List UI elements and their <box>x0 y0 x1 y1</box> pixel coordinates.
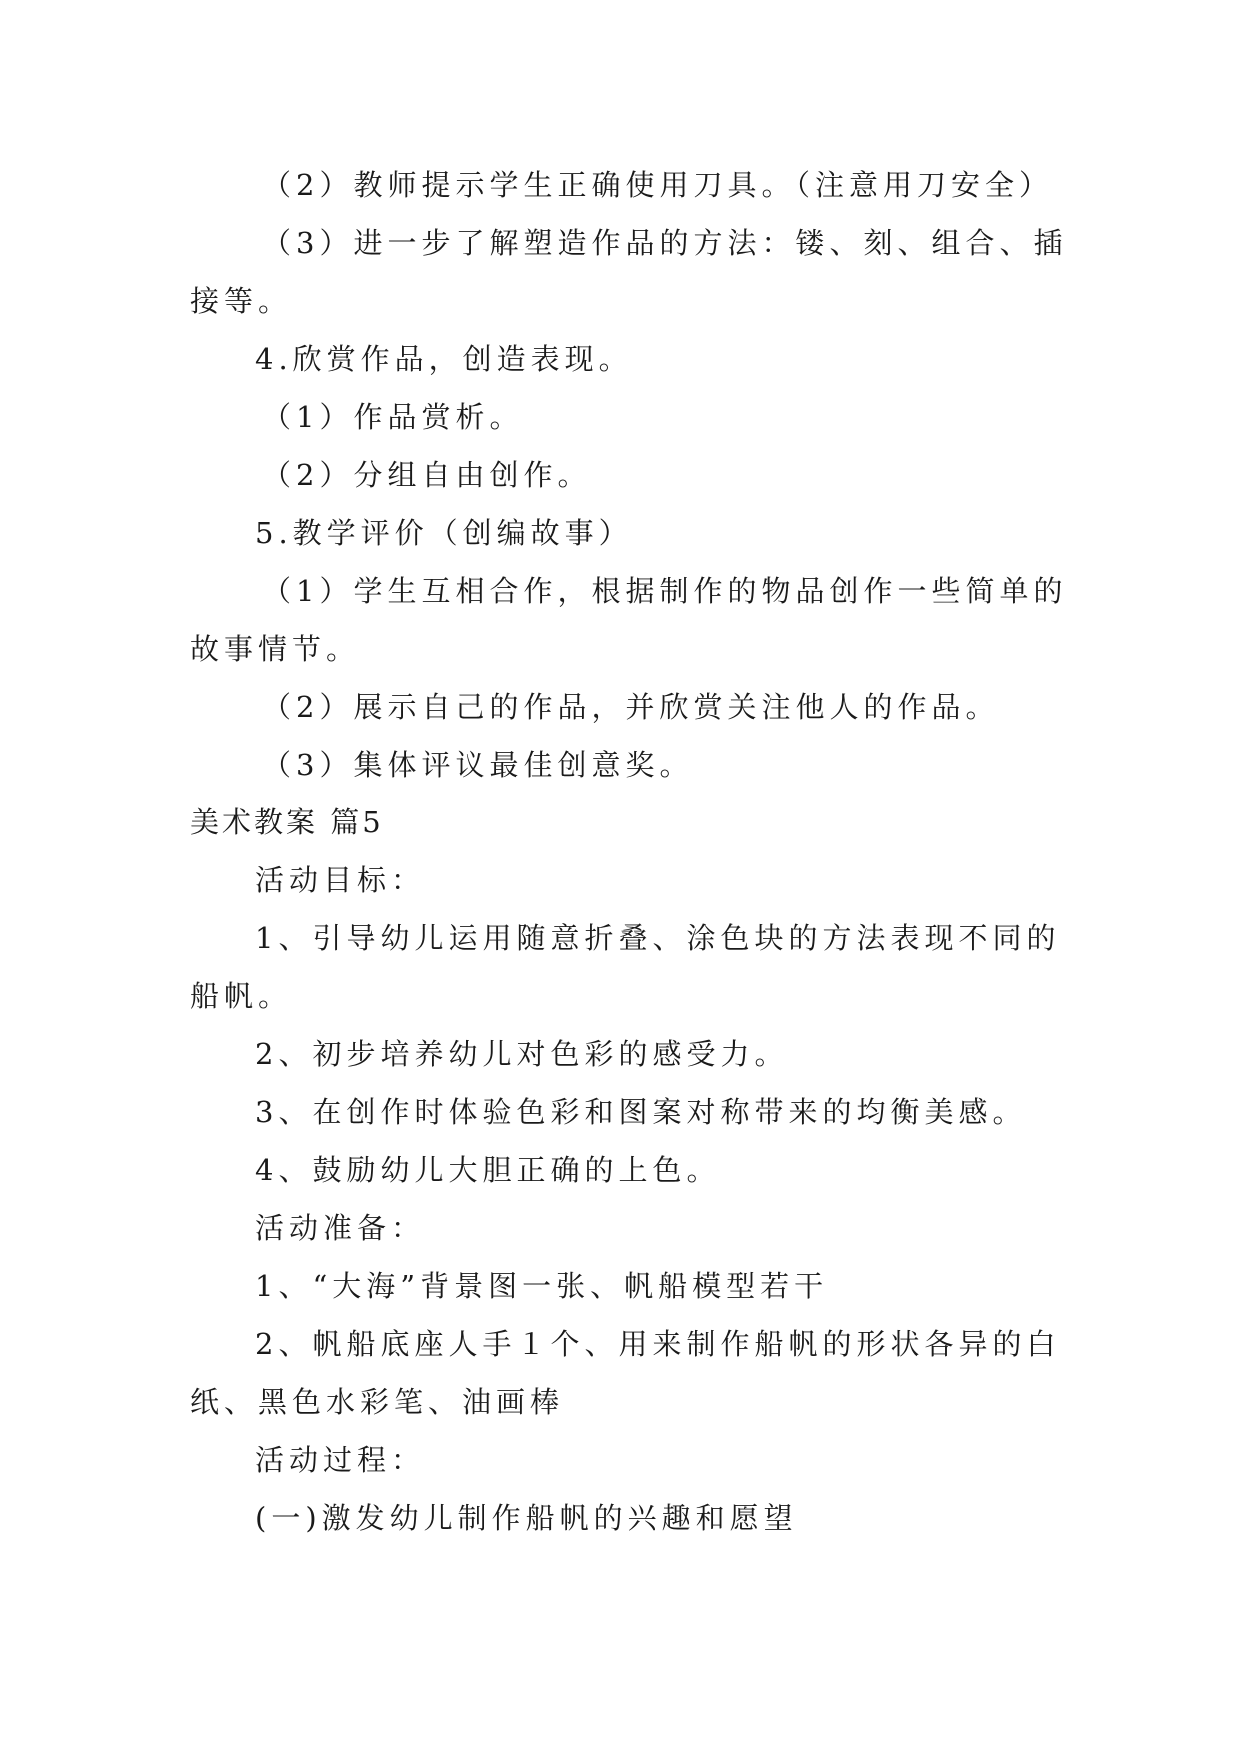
paragraph-line: 3、在创作时体验色彩和图案对称带来的均衡美感。 <box>255 1095 1027 1129</box>
paragraph-line: 活动目标： <box>255 863 426 897</box>
paragraph-line: 4、鼓励幼儿大胆正确的上色。 <box>255 1153 721 1187</box>
paragraph-line: 1、引导幼儿运用随意折叠、涂色块的方法表现不同的 <box>255 921 1061 955</box>
paragraph-line: 纸、黑色水彩笔、油画棒 <box>190 1385 565 1419</box>
section-heading: 美术教案 篇5 <box>190 805 384 839</box>
paragraph-line: （3）集体评议最佳创意奖。 <box>262 748 694 782</box>
paragraph-line: （2）分组自由创作。 <box>262 458 592 492</box>
paragraph-line: 1、“大海”背景图一张、帆船模型若干 <box>255 1269 829 1303</box>
paragraph-line: 船帆。 <box>190 979 293 1013</box>
paragraph-line: (一)激发幼儿制作船帆的兴趣和愿望 <box>255 1501 798 1535</box>
paragraph-line: 活动过程： <box>255 1443 426 1477</box>
paragraph-line: 接等。 <box>190 284 293 318</box>
paragraph-line: （3）进一步了解塑造作品的方法：镂、刻、组合、插 <box>262 226 1068 260</box>
paragraph-line: 2、初步培养幼儿对色彩的感受力。 <box>255 1037 789 1071</box>
paragraph-line: 4.欣赏作品，创造表现。 <box>255 342 633 376</box>
paragraph-line: （1）学生互相合作，根据制作的物品创作一些简单的 <box>262 574 1068 608</box>
paragraph-line: 5.教学评价（创编故事） <box>255 516 633 550</box>
paragraph-line: 活动准备： <box>255 1211 426 1245</box>
paragraph-line: 2、帆船底座人手１个、用来制作船帆的形状各异的白 <box>255 1327 1061 1361</box>
paragraph-line: （1）作品赏析。 <box>262 400 524 434</box>
paragraph-line: （2）展示自己的作品，并欣赏关注他人的作品。 <box>262 690 1000 724</box>
paragraph-line: （2）教师提示学生正确使用刀具。（注意用刀安全） <box>262 168 1053 202</box>
paragraph-line: 故事情节。 <box>190 632 361 666</box>
